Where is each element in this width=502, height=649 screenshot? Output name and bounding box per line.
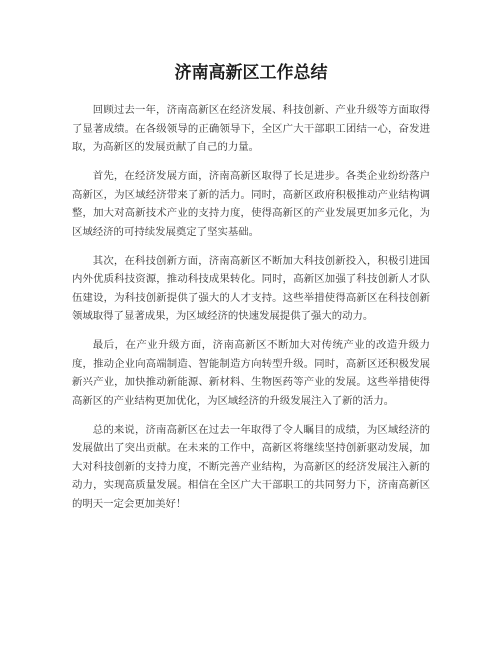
paragraph-innovation: 其次，在科技创新方面，济南高新区不断加大科技创新投入，积极引进国内外优质科技资源，推动科技成果转化。同时，高新区加强了科技创新人才队伍建设，为科技创新提供了强大的人才支持。这些举措使得高新区在科技创新领域取得了显著成果，为区域经济的快速发展提供了强大的动力。: [72, 254, 430, 322]
paragraph-intro: 回顾过去一年，济南高新区在经济发展、科技创新、产业升级等方面取得了显著成绩。在各级领导的正确领导下，全区广大干部职工团结一心，奋发进取，为高新区的发展贡献了自己的力量。: [72, 104, 430, 153]
paragraph-summary: 总的来说，济南高新区在过去一年取得了令人瞩目的成绩，为区域经济的发展做出了突出贡献。在未来的工作中，高新区将继续坚持创新驱动发展，加大对科技创新的支持力度，不断完善产业结构，为高新区的经济发展注入新的动力，实现高质量发展。相信在全区广大干部职工的共同努力下，济南高新区的明天一定会更加美好！: [72, 423, 430, 510]
paragraph-industry: 最后，在产业升级方面，济南高新区不断加大对传统产业的改造升级力度，推动企业向高端制造、智能制造方向转型升级。同时，高新区还积极发展新兴产业，加快推动新能源、新材料、生物医药等产业的发展。这些举措使得高新区的产业结构更加优化，为区域经济的升级发展注入了新的活力。: [72, 339, 430, 407]
document-title: 济南高新区工作总结: [174, 63, 328, 83]
paragraph-economy: 首先，在经济发展方面，济南高新区取得了长足进步。各类企业纷纷落户高新区，为区域经济带来了新的活力。同时，高新区政府积极推动产业结构调整，加大对高新技术产业的支持力度，使得高新区的产业发展更加多元化，为区域经济的可持续发展奠定了坚实基础。: [72, 170, 430, 238]
document-body: [72, 101, 430, 524]
